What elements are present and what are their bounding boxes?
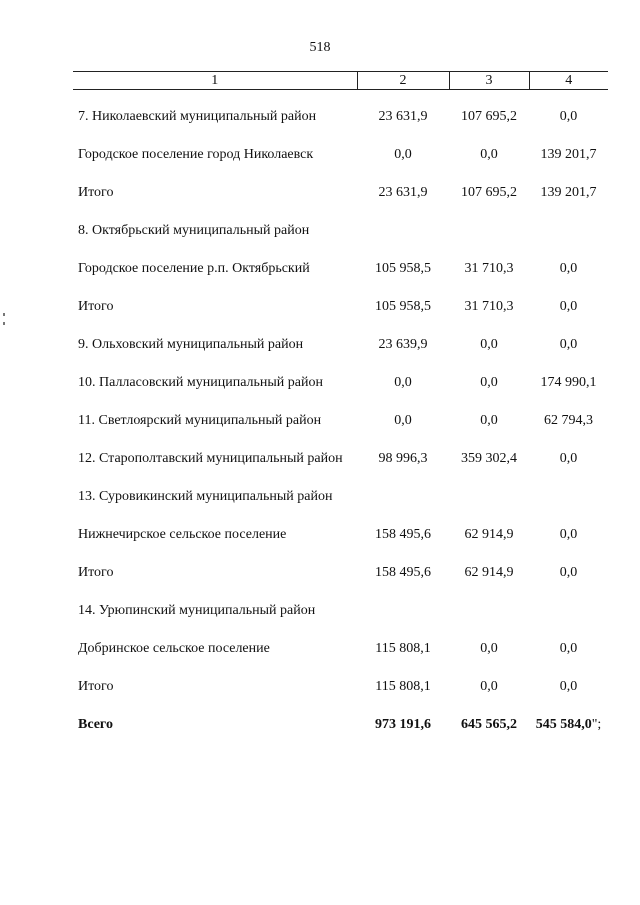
total-value-col4-number: 545 584,0 bbox=[535, 717, 592, 732]
total-row bbox=[73, 696, 608, 734]
total-value-col4 bbox=[529, 696, 608, 734]
row-value-col2: 115 808,1 bbox=[375, 641, 431, 656]
row-name: Итого bbox=[78, 565, 114, 580]
table-row bbox=[73, 506, 608, 544]
row-value-col3 bbox=[449, 202, 529, 240]
column-header-4: 4 bbox=[529, 72, 608, 90]
table-body bbox=[73, 90, 608, 735]
row-value-col4: 0,0 bbox=[559, 299, 578, 314]
scan-speck bbox=[3, 313, 5, 316]
row-value-col3 bbox=[449, 468, 529, 506]
row-value-col4: 62 794,3 bbox=[544, 413, 593, 428]
row-value-col2 bbox=[357, 202, 449, 240]
row-value-col4: 0,0 bbox=[559, 451, 578, 466]
row-name: Итого bbox=[78, 299, 114, 314]
row-value-col3: 31 710,3 bbox=[464, 261, 514, 276]
row-value-col3: 0,0 bbox=[480, 641, 498, 656]
table-row bbox=[73, 90, 608, 127]
row-name: 8. Октябрьский муниципальный район bbox=[78, 223, 310, 238]
row-name: Нижнечирское сельское поселение bbox=[78, 527, 287, 542]
row-value-col3: 62 914,9 bbox=[464, 527, 514, 542]
row-name: 9. Ольховский муниципальный район bbox=[78, 337, 304, 352]
row-value-col4: 0,0 bbox=[559, 337, 578, 352]
table-row bbox=[73, 164, 608, 202]
row-name: Добринское сельское поселение bbox=[78, 641, 270, 656]
row-value-col4: 0,0 bbox=[559, 679, 578, 694]
row-value-col4: 139 201,7 bbox=[540, 185, 597, 200]
row-value-col4: 0,0 bbox=[559, 641, 578, 656]
row-name: 10. Палласовский муниципальный район bbox=[78, 375, 323, 390]
total-value-col3: 645 565,2 bbox=[461, 717, 517, 732]
row-value-col3 bbox=[449, 582, 529, 620]
column-header-2: 2 bbox=[357, 72, 449, 90]
row-value-col2 bbox=[357, 582, 449, 620]
row-value-col2: 0,0 bbox=[394, 413, 412, 428]
header-row bbox=[73, 72, 608, 90]
row-name: 7. Николаевский муниципальный район bbox=[78, 109, 317, 124]
row-value-col3: 0,0 bbox=[480, 337, 498, 352]
row-value-col2: 158 495,6 bbox=[375, 527, 431, 542]
row-value-col3: 0,0 bbox=[480, 147, 498, 162]
table-row bbox=[73, 658, 608, 696]
scan-speck bbox=[3, 322, 5, 325]
table-row bbox=[73, 582, 608, 620]
row-value-col3: 62 914,9 bbox=[464, 565, 514, 580]
column-header-3: 3 bbox=[449, 72, 529, 90]
row-value-col2: 23 631,9 bbox=[378, 109, 428, 124]
row-name: Итого bbox=[78, 185, 114, 200]
row-value-col4: 0,0 bbox=[559, 109, 578, 124]
row-value-col3: 31 710,3 bbox=[464, 299, 514, 314]
row-value-col4: 0,0 bbox=[559, 527, 578, 542]
table-row bbox=[73, 240, 608, 278]
row-value-col2: 0,0 bbox=[394, 147, 412, 162]
row-value-col3: 107 695,2 bbox=[461, 109, 517, 124]
row-value-col3: 359 302,4 bbox=[461, 451, 517, 466]
row-name: 14. Урюпинский муниципальный район bbox=[78, 603, 316, 618]
row-value-col3: 0,0 bbox=[480, 413, 498, 428]
table-row bbox=[73, 430, 608, 468]
row-value-col3: 0,0 bbox=[480, 679, 498, 694]
table-row bbox=[73, 468, 608, 506]
page-number: 518 bbox=[309, 40, 331, 55]
row-value-col4: 0,0 bbox=[559, 565, 578, 580]
closing-quote-mark: "; bbox=[591, 717, 602, 732]
row-value-col2: 23 631,9 bbox=[378, 185, 428, 200]
table-row bbox=[73, 392, 608, 430]
column-header-1: 1 bbox=[73, 72, 357, 90]
table-row bbox=[73, 278, 608, 316]
row-name: Городское поселение город Николаевск bbox=[78, 147, 314, 162]
row-value-col2: 105 958,5 bbox=[375, 299, 431, 314]
row-value-col4: 0,0 bbox=[559, 261, 578, 276]
total-label: Всего bbox=[78, 717, 113, 732]
row-value-col4: 139 201,7 bbox=[540, 147, 597, 162]
row-value-col3: 107 695,2 bbox=[461, 185, 517, 200]
row-value-col2: 98 996,3 bbox=[378, 451, 428, 466]
table-row bbox=[73, 620, 608, 658]
budget-table bbox=[73, 71, 608, 734]
table-row bbox=[73, 544, 608, 582]
row-value-col3: 0,0 bbox=[480, 375, 498, 390]
row-value-col2 bbox=[357, 468, 449, 506]
row-value-col2: 115 808,1 bbox=[375, 679, 431, 694]
row-name: 13. Суровикинский муниципальный район bbox=[78, 489, 333, 504]
row-name: Городское поселение р.п. Октябрьский bbox=[78, 261, 310, 276]
row-value-col4: 174 990,1 bbox=[540, 375, 597, 390]
row-value-col2: 0,0 bbox=[394, 375, 412, 390]
row-value-col4 bbox=[529, 582, 608, 620]
table-row bbox=[73, 316, 608, 354]
row-name: 11. Светлоярский муниципальный район bbox=[78, 413, 322, 428]
row-value-col2: 23 639,9 bbox=[378, 337, 428, 352]
table-row bbox=[73, 354, 608, 392]
row-name: Итого bbox=[78, 679, 114, 694]
row-value-col4 bbox=[529, 202, 608, 240]
table-header bbox=[73, 72, 608, 90]
table-row bbox=[73, 126, 608, 164]
table-row bbox=[73, 202, 608, 240]
row-value-col2: 158 495,6 bbox=[375, 565, 431, 580]
row-value-col2: 105 958,5 bbox=[375, 261, 431, 276]
total-value-col2: 973 191,6 bbox=[375, 717, 431, 732]
row-name: 12. Старополтавский муниципальный район bbox=[78, 451, 343, 466]
row-value-col4 bbox=[529, 468, 608, 506]
